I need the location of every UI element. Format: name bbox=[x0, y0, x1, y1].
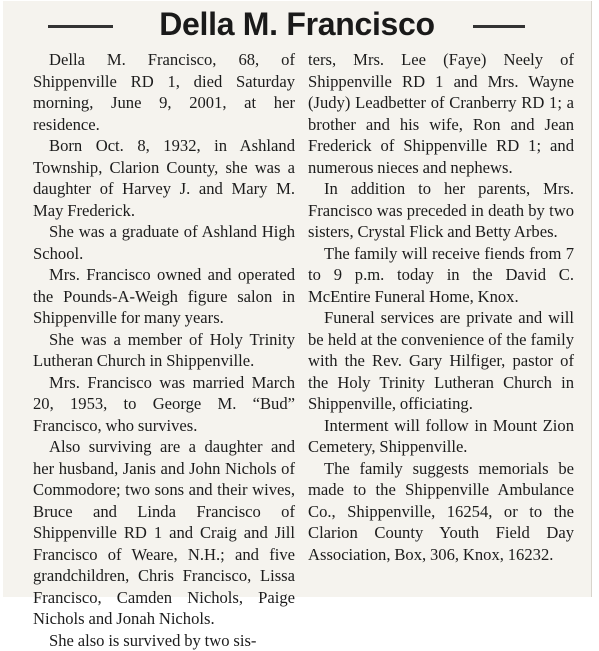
paragraph: Born Oct. 8, 1932, in Ashland Township, Clarion County, she was a daughter of Harvey J. and Mary M. May Frederick. bbox=[33, 135, 295, 221]
paragraph: She also is survived by two sis- bbox=[33, 630, 295, 651]
paragraph: Mrs. Francisco was married March 20, 1953, to George M. “Bud” Francisco, who survives. bbox=[33, 372, 295, 437]
right-column bbox=[308, 49, 574, 565]
paragraph: Della M. Francisco, 68, of Shippenville RD 1, died Saturday morning, June 9, 2001, at her residence. bbox=[33, 49, 295, 135]
obituary-headline: Della M. Francisco bbox=[3, 5, 591, 43]
paragraph: She was a member of Holy Trinity Lutheran Church in Shippenville. bbox=[33, 329, 295, 372]
paragraph: Mrs. Francisco owned and operated the Pounds-A-Weigh figure salon in Shippenville for many years. bbox=[33, 264, 295, 329]
left-column bbox=[33, 49, 295, 651]
paragraph: The family will receive fiends from 7 to 9 p.m. today in the David C. McEntire Funeral Home, Knox. bbox=[308, 243, 574, 308]
paragraph: She was a graduate of Ashland High School. bbox=[33, 221, 295, 264]
paragraph: Interment will follow in Mount Zion Cemetery, Shippenville. bbox=[308, 415, 574, 458]
paragraph-continuation: ters, Mrs. Lee (Faye) Neely of Shippenville RD 1 and Mrs. Wayne (Judy) Leadbetter of Cranberry RD 1; a brother and his wife, Ron and Jean Frederick of Shippenville RD 1; and numerous nieces and nephews. bbox=[308, 49, 574, 178]
paragraph: The family suggests memorials be made to the Shippenville Ambulance Co., Shippenville, 16254, or to the Clarion County Youth Field Day Association, Box, 306, Knox, 16232. bbox=[308, 458, 574, 566]
paragraph: Funeral services are private and will be held at the convenience of the family with the Rev. Gary Hilfiger, pastor of the Holy Trinity Lutheran Church in Shippenville, officiating. bbox=[308, 307, 574, 415]
paragraph: Also surviving are a daughter and her husband, Janis and John Nichols of Commodore; two sons and their wives, Bruce and Linda Francisco of Shippenville RD 1 and Craig and Jill Francisco of Weare, N.H.; and five grandchildren, Chris Francisco, Lissa Francisco, Camden Nichols, Paige Nichols and Jonah Nichols. bbox=[33, 436, 295, 630]
paragraph: In addition to her parents, Mrs. Francisco was preceded in death by two sisters, Crystal Flick and Betty Arbes. bbox=[308, 178, 574, 243]
newspaper-clipping bbox=[3, 1, 592, 597]
